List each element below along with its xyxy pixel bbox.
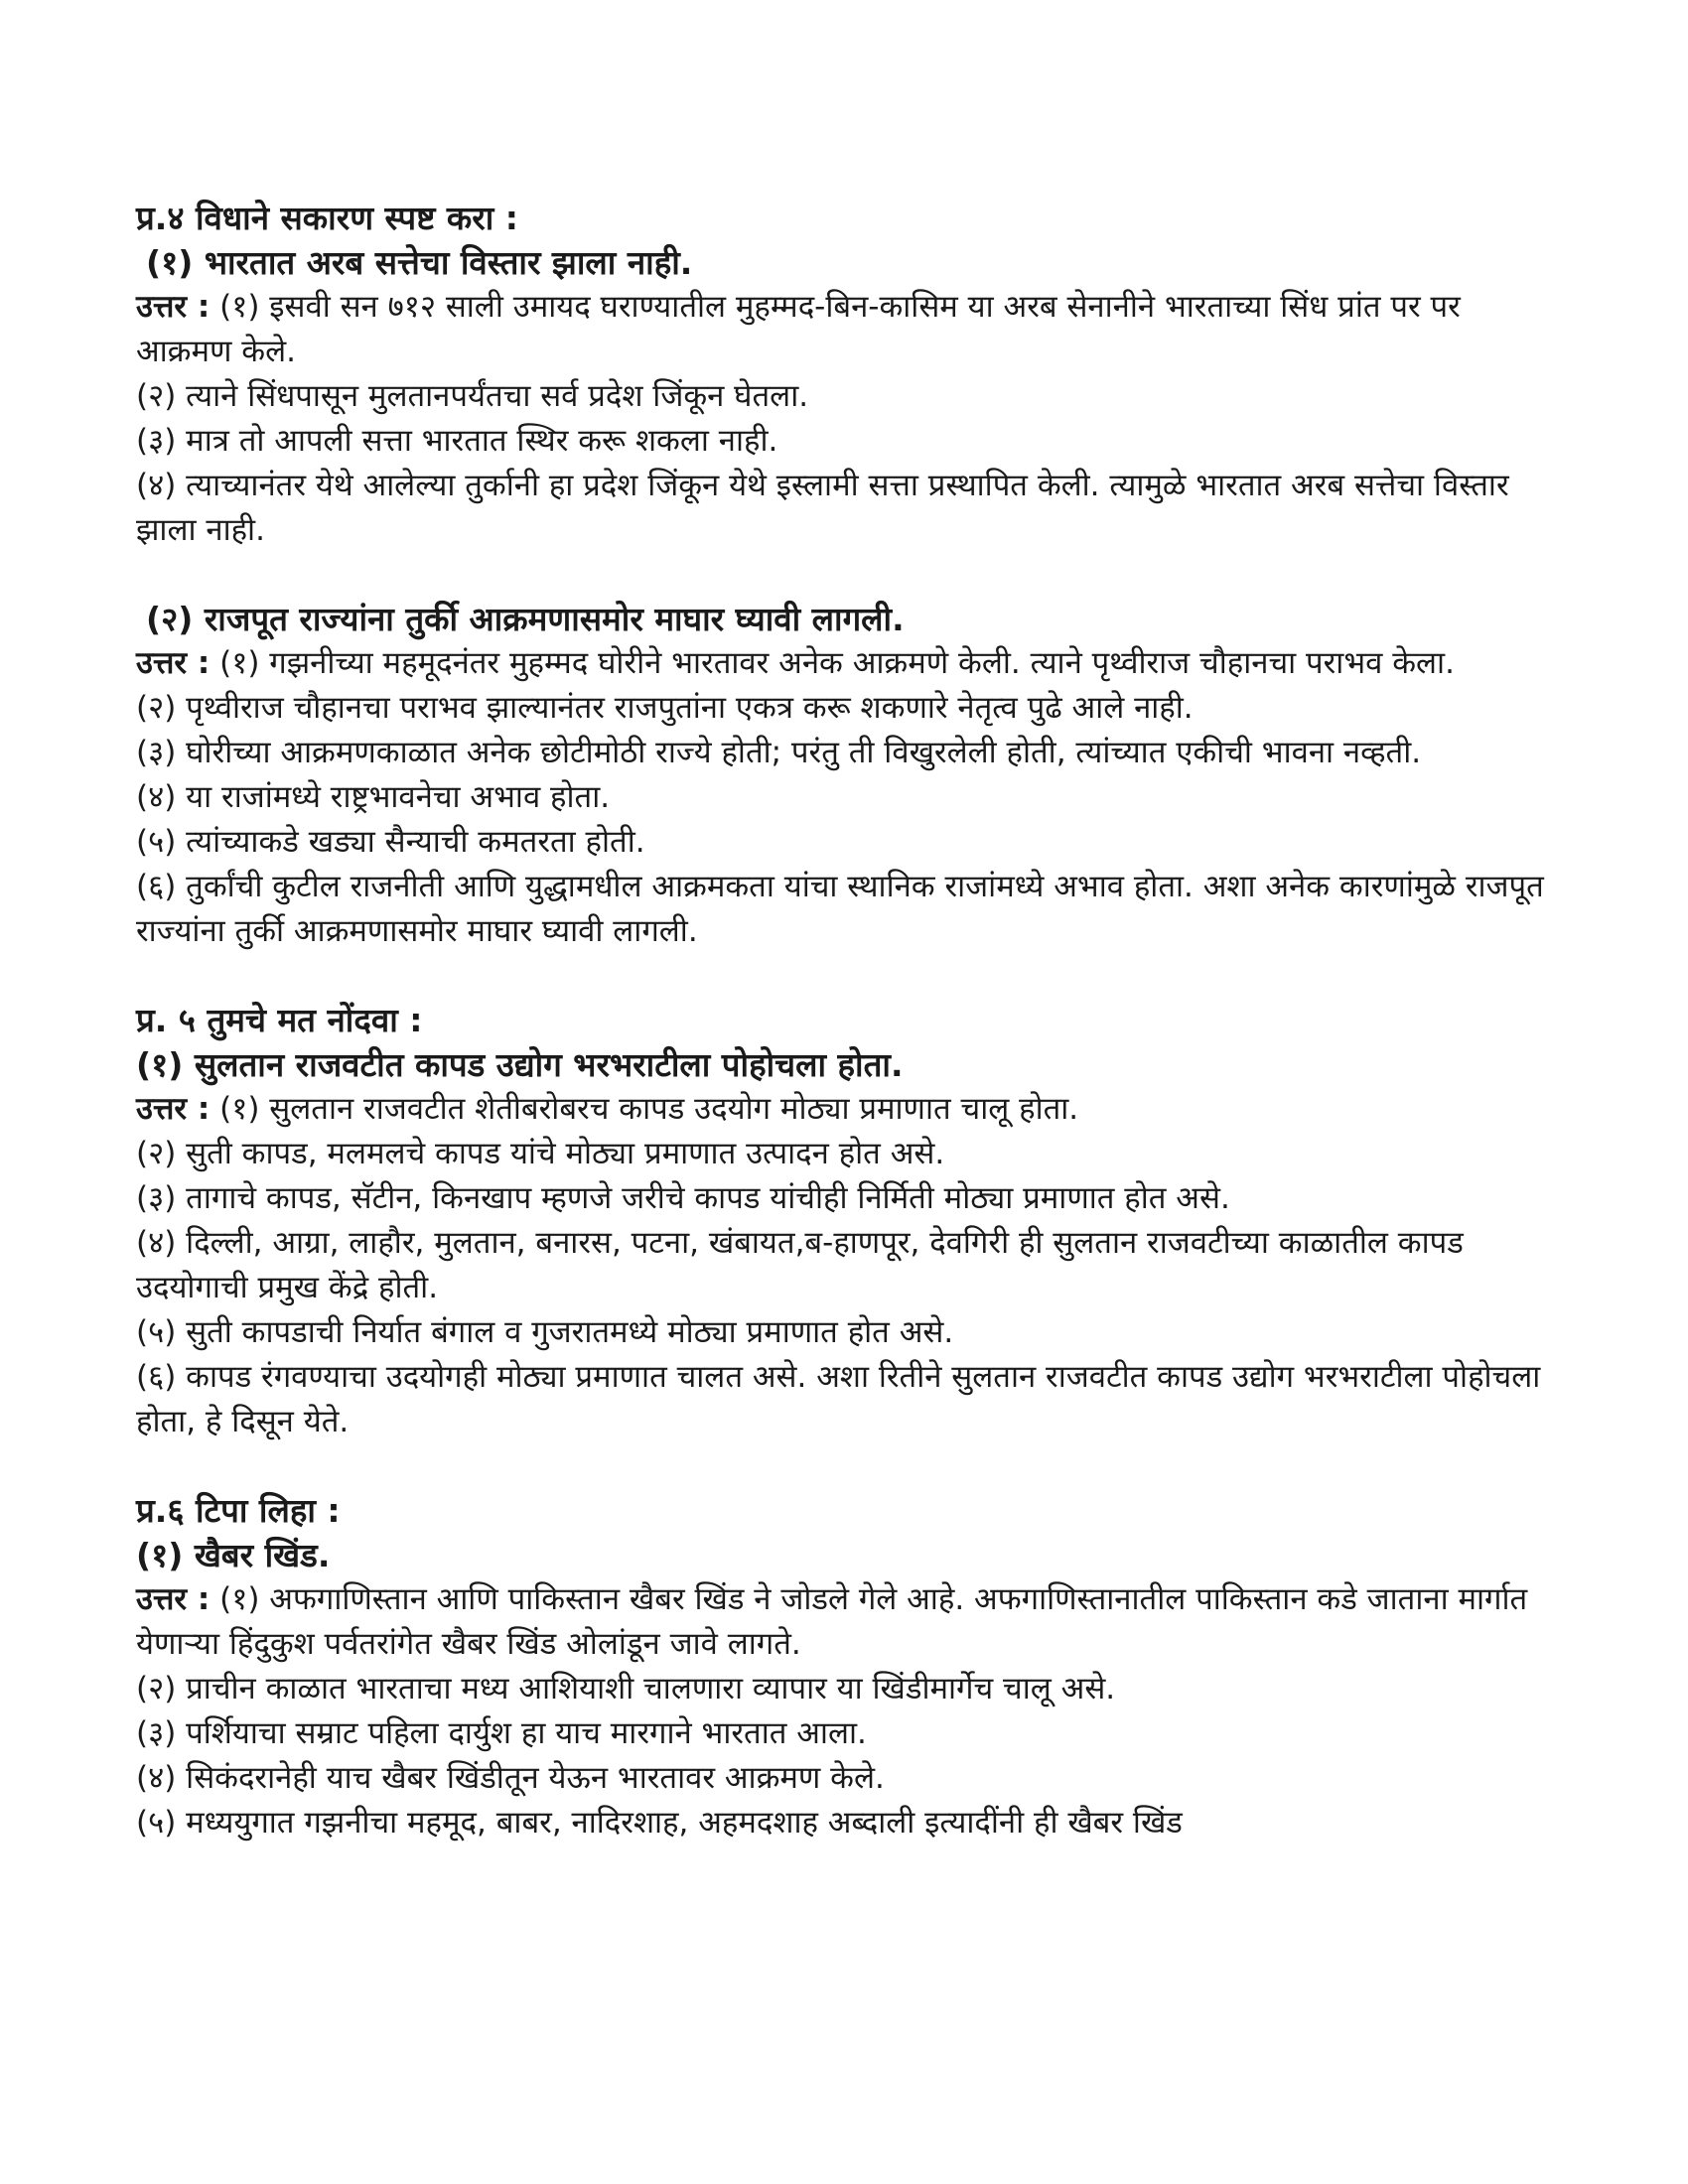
answer-point: (४) सिकंदरानेही याच खैबर खिंडीतून येऊन भारतावर आक्रमण केले.	[136, 1760, 885, 1796]
answer-text: (१) गझनीच्या महमूदनंतर मुहम्मद घोरीने भारतावर अनेक आक्रमणे केली. त्याने पृथ्वीराज चौहानचा पराभव केला.	[210, 645, 1455, 681]
answer-point	[136, 1087, 1559, 1132]
question-heading: प्र.६ टिपा लिहा :	[136, 1491, 341, 1530]
cropped-text-fragment	[149, 1976, 1479, 1989]
question-heading: प्र.४ विधाने सकारण स्पष्ट करा :	[136, 199, 518, 237]
question-section-5	[136, 998, 1559, 1444]
answer-point	[136, 285, 1559, 374]
answer-label: उत्तर :	[136, 1581, 211, 1617]
answer-label: उत्तर :	[136, 289, 211, 325]
question-section-6	[136, 1488, 1559, 1845]
answer-point	[136, 1577, 1559, 1667]
answer-point: (५) त्यांच्याकडे खड्या सैन्याची कमतरता होती.	[136, 824, 645, 860]
answer-point: (२) पृथ्वीराज चौहानचा पराभव झाल्यानंतर राजपुतांना एकत्र करू शकणारे नेतृत्व पुढे आले नाही.	[136, 690, 1194, 726]
answer-text: (१) इसवी सन ७१२ साली उमायद घराण्यातील मुहम्मद-बिन-कासिम या अरब सेनानीने भारताच्या सिंध प्रांत पर पर आक्रमण केले.	[136, 289, 1461, 369]
answer-point: (३) पर्शियाचा सम्राट पहिला दार्युश हा याच मारगाने भारतात आला.	[136, 1715, 867, 1751]
answer-point: (४) त्याच्यानंतर येथे आलेल्या तुर्कानी हा प्रदेश जिंकून येथे इस्लामी सत्ता प्रस्थापित केली. त्यामुळे भारतात अरब सत्तेचा विस्तार झाला नाही.	[136, 468, 1509, 548]
answer-point: (४) दिल्ली, आग्रा, लाहौर, मुलतान, बनारस, पटना, खंबायत,ब-हाणपूर, देवगिरी ही सुलतान राजवटीच्या काळातील कापड उदयोगाची प्रमुख केंद्रे होती.	[136, 1225, 1464, 1305]
answer-point: (५) सुती कापडाची निर्यात बंगाल व गुजरातमध्ये मोठ्या प्रमाणात होत असे.	[136, 1314, 954, 1350]
question-section-4	[136, 196, 1559, 553]
answer-text: (१) अफगाणिस्तान आणि पाकिस्तान खैबर खिंड ने जोडले गेले आहे. अफगाणिस्तानातील पाकिस्तान कडे जाताना मार्गात येणाऱ्या हिंदुकुश पर्वतरांगेत खैबर खिंड ओलांडून जावे लागते.	[136, 1581, 1528, 1662]
sub-question-heading: (१) खैबर खिंड.	[136, 1536, 331, 1574]
answer-text: (१) सुलतान राजवटीत शेतीबरोबरच कापड उदयोग मोठ्या प्रमाणात चालू होता.	[210, 1091, 1079, 1127]
answer-point: (४) या राजांमध्ये राष्ट्रभावनेचा अभाव होता.	[136, 779, 611, 815]
answer-point: (२) प्राचीन काळात भारताचा मध्य आशियाशी चालणारा व्यापार या खिंडीमार्गेच चालू असे.	[136, 1671, 1116, 1706]
question-heading: प्र. ५ तुमचे मत नोंदवा :	[136, 1001, 423, 1039]
sub-question-block	[136, 597, 1559, 954]
answer-label: उत्तर :	[136, 1091, 211, 1127]
sub-question-heading: (१) भारतात अरब सत्तेचा विस्तार झाला नाही.	[146, 243, 693, 282]
answer-label: उत्तर :	[136, 645, 211, 681]
answer-point: (६) तुर्कांची कुटील राजनीती आणि युद्धामधील आक्रमकता यांचा स्थानिक राजांमध्ये अभाव होता. अशा अनेक कारणांमुळे राजपूत राज्यांना तुर्की आक्रमणासमोर माघार घ्यावी लागली.	[136, 869, 1544, 949]
sub-question-heading: (२) राजपूत राज्यांना तुर्की आक्रमणासमोर माघार घ्यावी लागली.	[146, 600, 905, 638]
answer-point: (५) मध्ययुगात गझनीचा महमूद, बाबर, नादिरशाह, अहमदशाह अब्दाली इत्यादींनी ही खैबर खिंड	[136, 1805, 1183, 1841]
answer-point: (३) तागाचे कापड, सॅटीन, किनखाप म्हणजे जरीचे कापड यांचीही निर्मिती मोठ्या प्रमाणात होत असे.	[136, 1180, 1230, 1216]
answer-point: (२) सुती कापड, मलमलचे कापड यांचे मोठ्या प्रमाणात उत्पादन होत असे.	[136, 1136, 945, 1171]
sub-question-heading: (१) सुलतान राजवटीत कापड उद्योग भरभराटीला पोहोचला होता.	[136, 1045, 904, 1084]
answer-point: (२) त्याने सिंधपासून मुलतानपर्यंतचा सर्व प्रदेश जिंकून घेतला.	[136, 378, 809, 414]
answer-point	[136, 641, 1559, 686]
answer-point: (६) कापड रंगवण्याचा उदयोगही मोठ्या प्रमाणात चालत असे. अशा रितीने सुलतान राजवटीत कापड उद्योग भरभराटीला पोहोचला होता, हे दिसून येते.	[136, 1359, 1541, 1439]
answer-point: (३) घोरीच्या आक्रमणकाळात अनेक छोटीमोठी राज्ये होती; परंतु ती विखुरलेली होती, त्यांच्यात एकीची भावना नव्हती.	[136, 735, 1422, 770]
answer-point: (३) मात्र तो आपली सत्ता भारतात स्थिर करू शकला नाही.	[136, 423, 778, 459]
